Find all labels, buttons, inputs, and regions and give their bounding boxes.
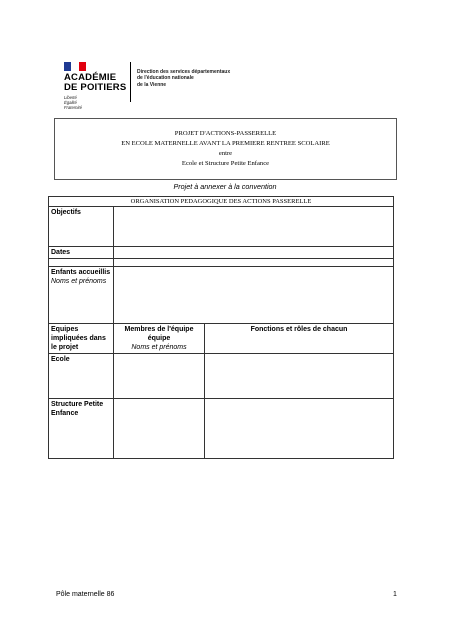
structure-membres-cell[interactable] — [114, 399, 205, 459]
footer-left: Pôle maternelle 86 — [56, 591, 115, 598]
title-line-1: PROJET D'ACTIONS-PASSERELLE — [174, 130, 277, 137]
enfants-cell[interactable] — [114, 267, 394, 324]
title-line-4: Ecole et Structure Petite Enfance — [181, 160, 270, 167]
table-title: ORGANISATION PEDAGOGIQUE DES ACTIONS PASSERELLE — [49, 197, 394, 207]
title-line-3: entre — [218, 150, 233, 157]
subtitle: Projet à annexer à la convention — [173, 182, 277, 191]
motto-liberte: Liberté — [64, 95, 77, 100]
ecole-membres-cell[interactable] — [114, 354, 205, 399]
objectifs-cell[interactable] — [114, 207, 394, 247]
dates-label: Dates — [49, 247, 114, 259]
department-label — [137, 69, 257, 88]
project-title-box — [54, 118, 397, 180]
membres-header — [114, 324, 205, 354]
department-line-3: de la Vienne — [137, 81, 167, 88]
academy-name — [64, 73, 126, 93]
department-line-1: Direction des services départementaux — [137, 69, 231, 75]
marianne-flag-icon — [64, 62, 86, 71]
academy-name-line2: DE POITIERS — [64, 82, 127, 93]
spacer-cell — [49, 259, 114, 267]
academy-logo — [64, 62, 144, 110]
fonctions-header: Fonctions et rôles de chacun — [205, 324, 394, 354]
organisation-table — [48, 196, 394, 459]
structure-label: Structure Petite Enfance — [49, 399, 114, 459]
page-number: 1 — [393, 591, 397, 598]
motto-egalite: Égalité — [64, 100, 77, 105]
enfants-note: Noms et prénoms — [51, 278, 107, 285]
motto-fraternite: Fraternité — [64, 105, 82, 110]
ecole-fonctions-cell[interactable] — [205, 354, 394, 399]
logo-divider — [130, 62, 131, 102]
academy-name-line1: ACADÉMIE — [64, 72, 117, 83]
enfants-label: Enfants accueillis — [51, 269, 111, 276]
equipes-label: Equipes impliquées dans le projet — [49, 324, 114, 354]
spacer-cell-wide — [114, 259, 394, 267]
enfants-label-cell — [49, 267, 114, 324]
objectifs-label: Objectifs — [49, 207, 114, 247]
membres-label: Membres de l'équipe équipe — [124, 326, 194, 342]
title-line-2: EN ECOLE MATERNELLE AVANT LA PREMIERE RENTREE SCOLAIRE — [121, 140, 330, 147]
department-line-2: de l'éducation nationale — [137, 75, 194, 82]
membres-note: Noms et prénoms — [131, 344, 187, 351]
ecole-label: Ecole — [49, 354, 114, 399]
republic-motto — [64, 95, 82, 110]
structure-fonctions-cell[interactable] — [205, 399, 394, 459]
dates-cell[interactable] — [114, 247, 394, 259]
